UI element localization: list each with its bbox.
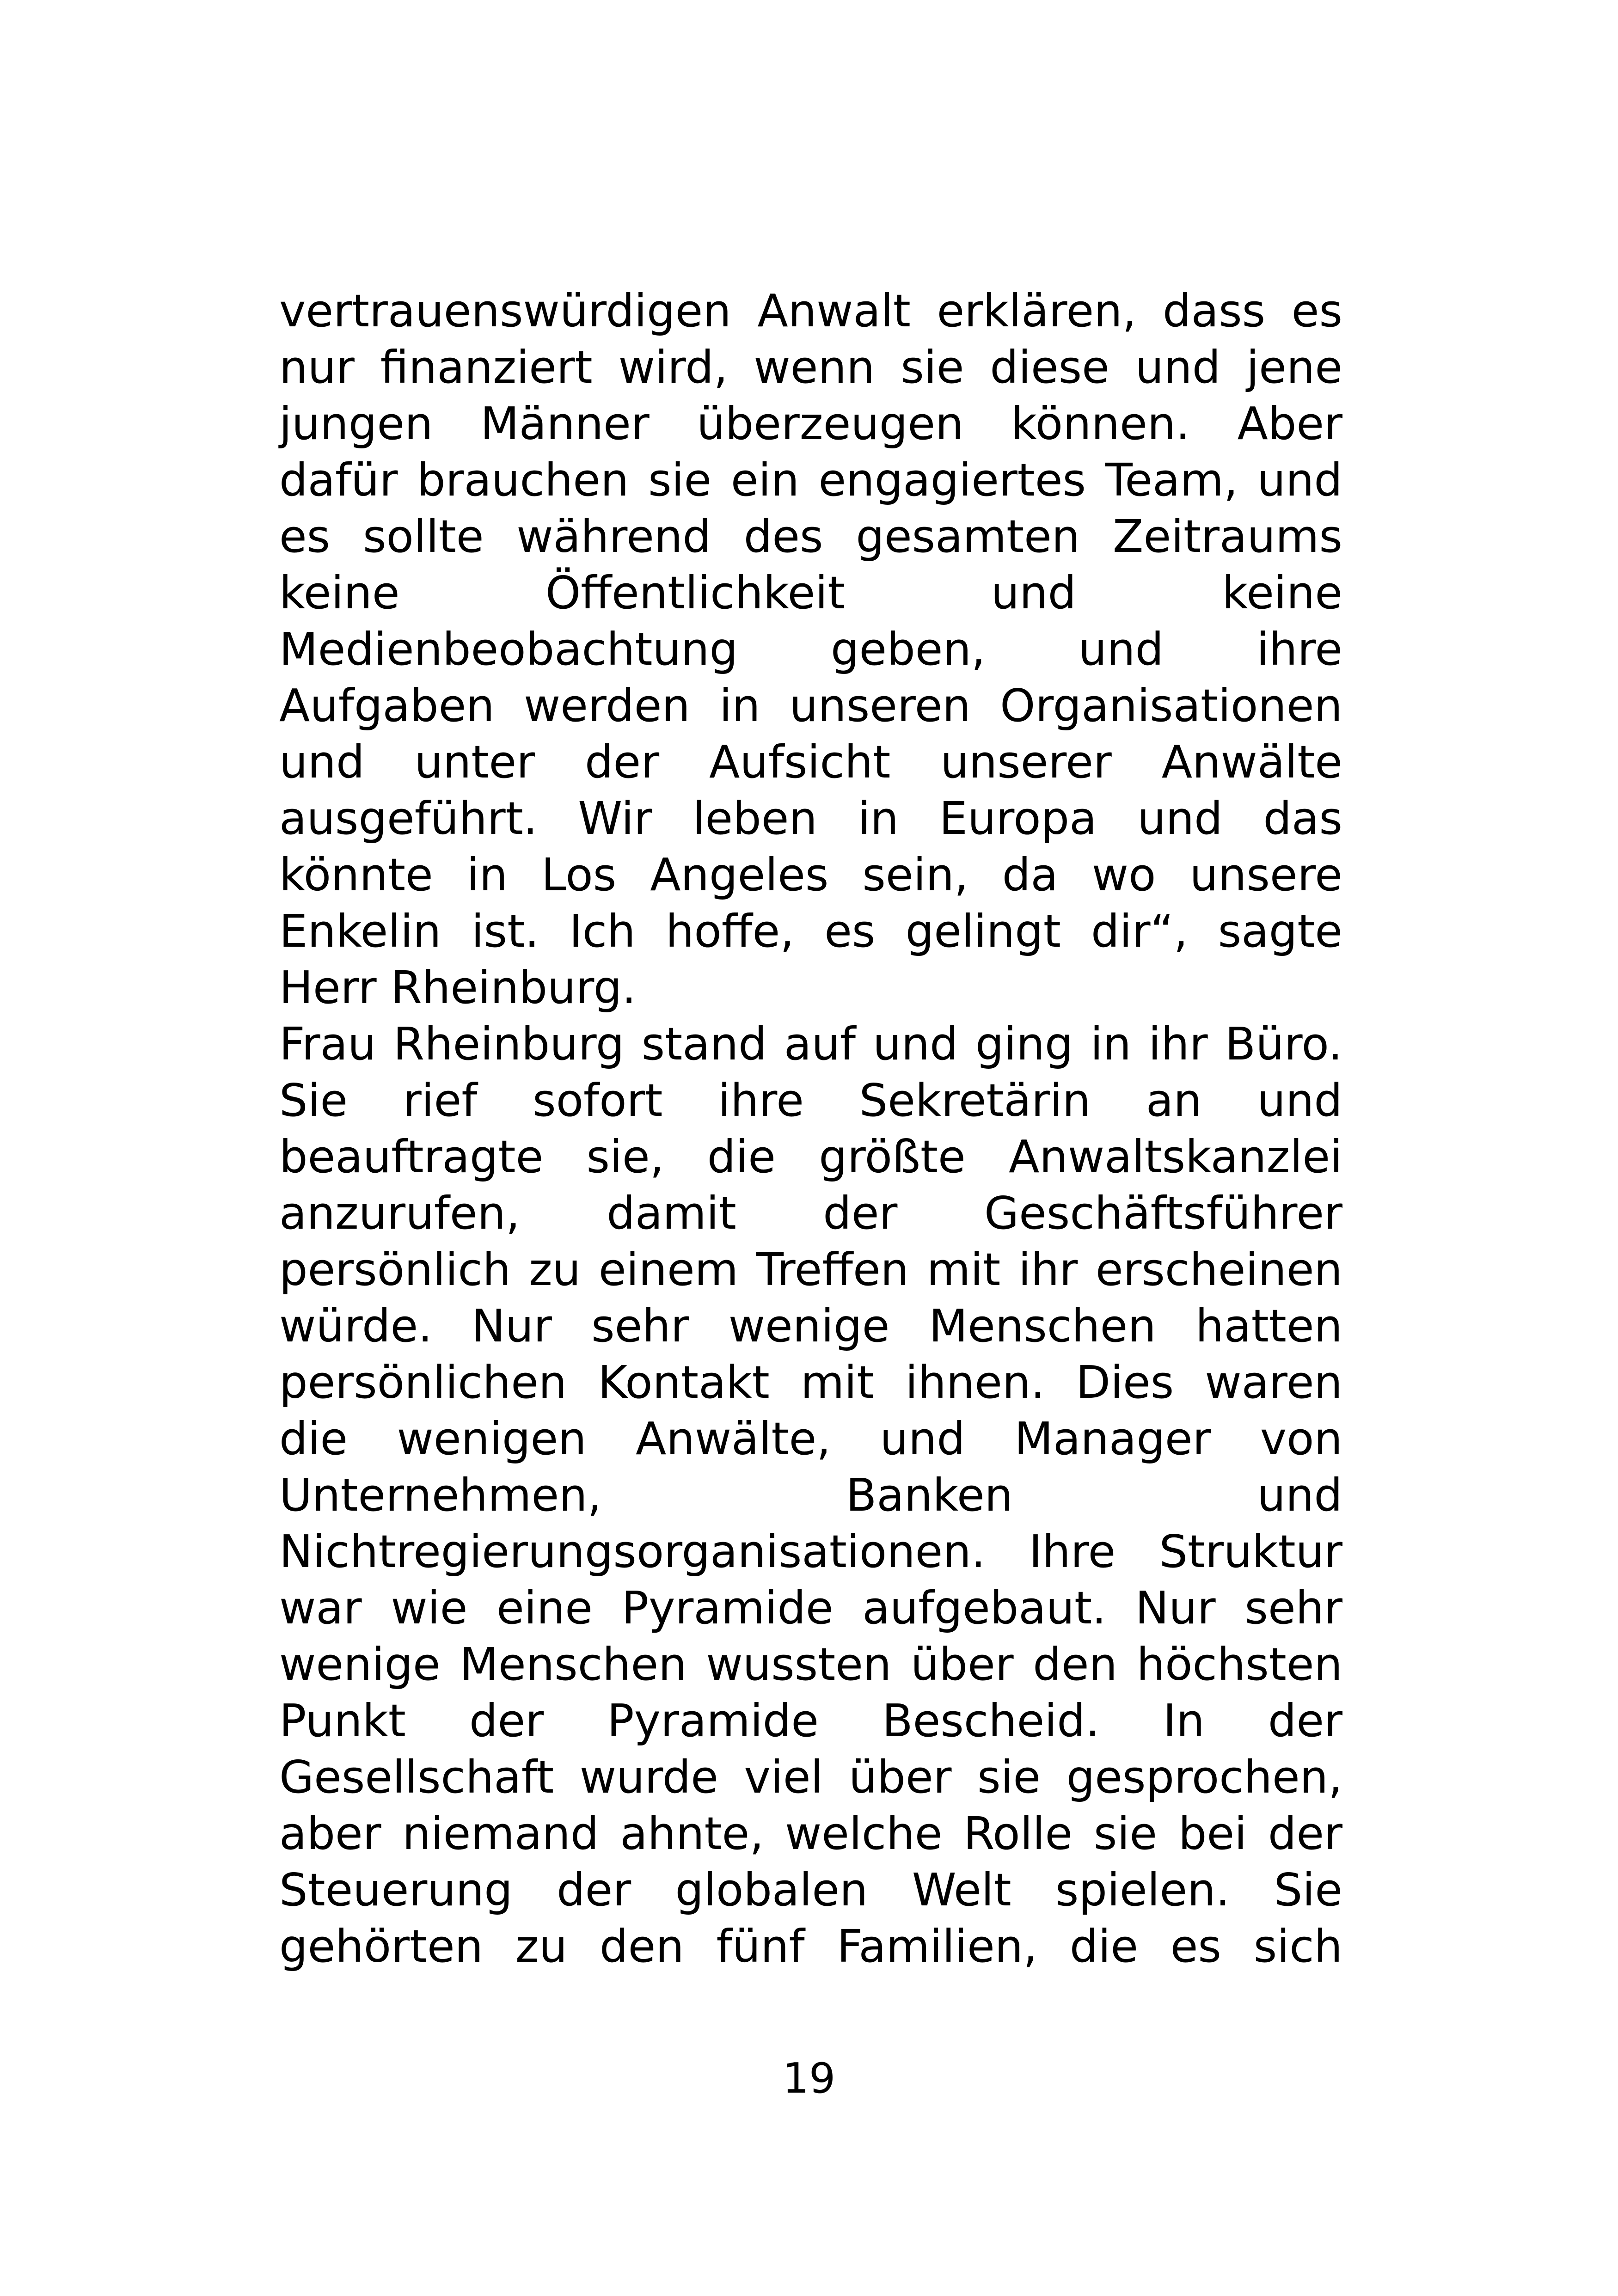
text-line: Sie rief sofort ihre Sekretärin an und [279, 1074, 1342, 1127]
text-line: könnte in Los Angeles sein, da wo unsere [279, 849, 1342, 901]
text-line: keine Öffentlichkeit und keine [279, 567, 1342, 619]
text-line: gehörten zu den fünf Familien, die es sich [279, 1920, 1342, 1972]
text-line: Nichtregierungsorganisationen. Ihre Struktur [279, 1525, 1342, 1578]
text-line: anzurufen, damit der Geschäftsführer [279, 1187, 1342, 1239]
text-line: beauftragte sie, die größte Anwaltskanzlei [279, 1131, 1342, 1183]
text-line: aber niemand ahnte, welche Rolle sie bei der [279, 1807, 1342, 1860]
text-line: ausgeführt. Wir leben in Europa und das [279, 792, 1342, 845]
text-line: war wie eine Pyramide aufgebaut. Nur sehr [279, 1582, 1342, 1634]
text-line: wenige Menschen wussten über den höchsten [279, 1638, 1342, 1690]
text-line: Enkelin ist. Ich hoffe, es gelingt dir“, sagte [279, 905, 1342, 957]
text-line: und unter der Aufsicht unserer Anwälte [279, 736, 1342, 788]
text-line: jungen Männer überzeugen können. Aber [279, 398, 1342, 450]
text-line: persönlichen Kontakt mit ihnen. Dies waren [279, 1356, 1342, 1408]
body-text [279, 283, 1342, 1975]
text-line: die wenigen Anwälte, und Manager von [279, 1413, 1342, 1465]
text-line: Herr Rheinburg. [279, 961, 637, 1014]
text-line: würde. Nur sehr wenige Menschen hatten [279, 1300, 1342, 1352]
text-line: Aufgaben werden in unseren Organisationen [279, 680, 1342, 732]
text-line: Unternehmen, Banken und [279, 1469, 1342, 1521]
text-line: vertrauenswürdigen Anwalt erklären, dass es [279, 285, 1342, 337]
text-line: Steuerung der globalen Welt spielen. Sie [279, 1864, 1342, 1916]
text-line: Medienbeobachtung geben, und ihre [279, 623, 1342, 675]
text-line: Frau Rheinburg stand auf und ging in ihr Büro. [279, 1018, 1342, 1070]
text-line: persönlich zu einem Treffen mit ihr erscheinen [279, 1243, 1342, 1296]
text-line: Punkt der Pyramide Bescheid. In der [279, 1695, 1342, 1747]
text-line: nur finanziert wird, wenn sie diese und jene [279, 341, 1342, 393]
text-line: Gesellschaft wurde viel über sie gesprochen, [279, 1751, 1342, 1803]
page-number: 19 [782, 2054, 836, 2103]
text-line: es sollte während des gesamten Zeitraums [279, 510, 1342, 563]
text-line: dafür brauchen sie ein engagiertes Team, und [279, 454, 1342, 506]
